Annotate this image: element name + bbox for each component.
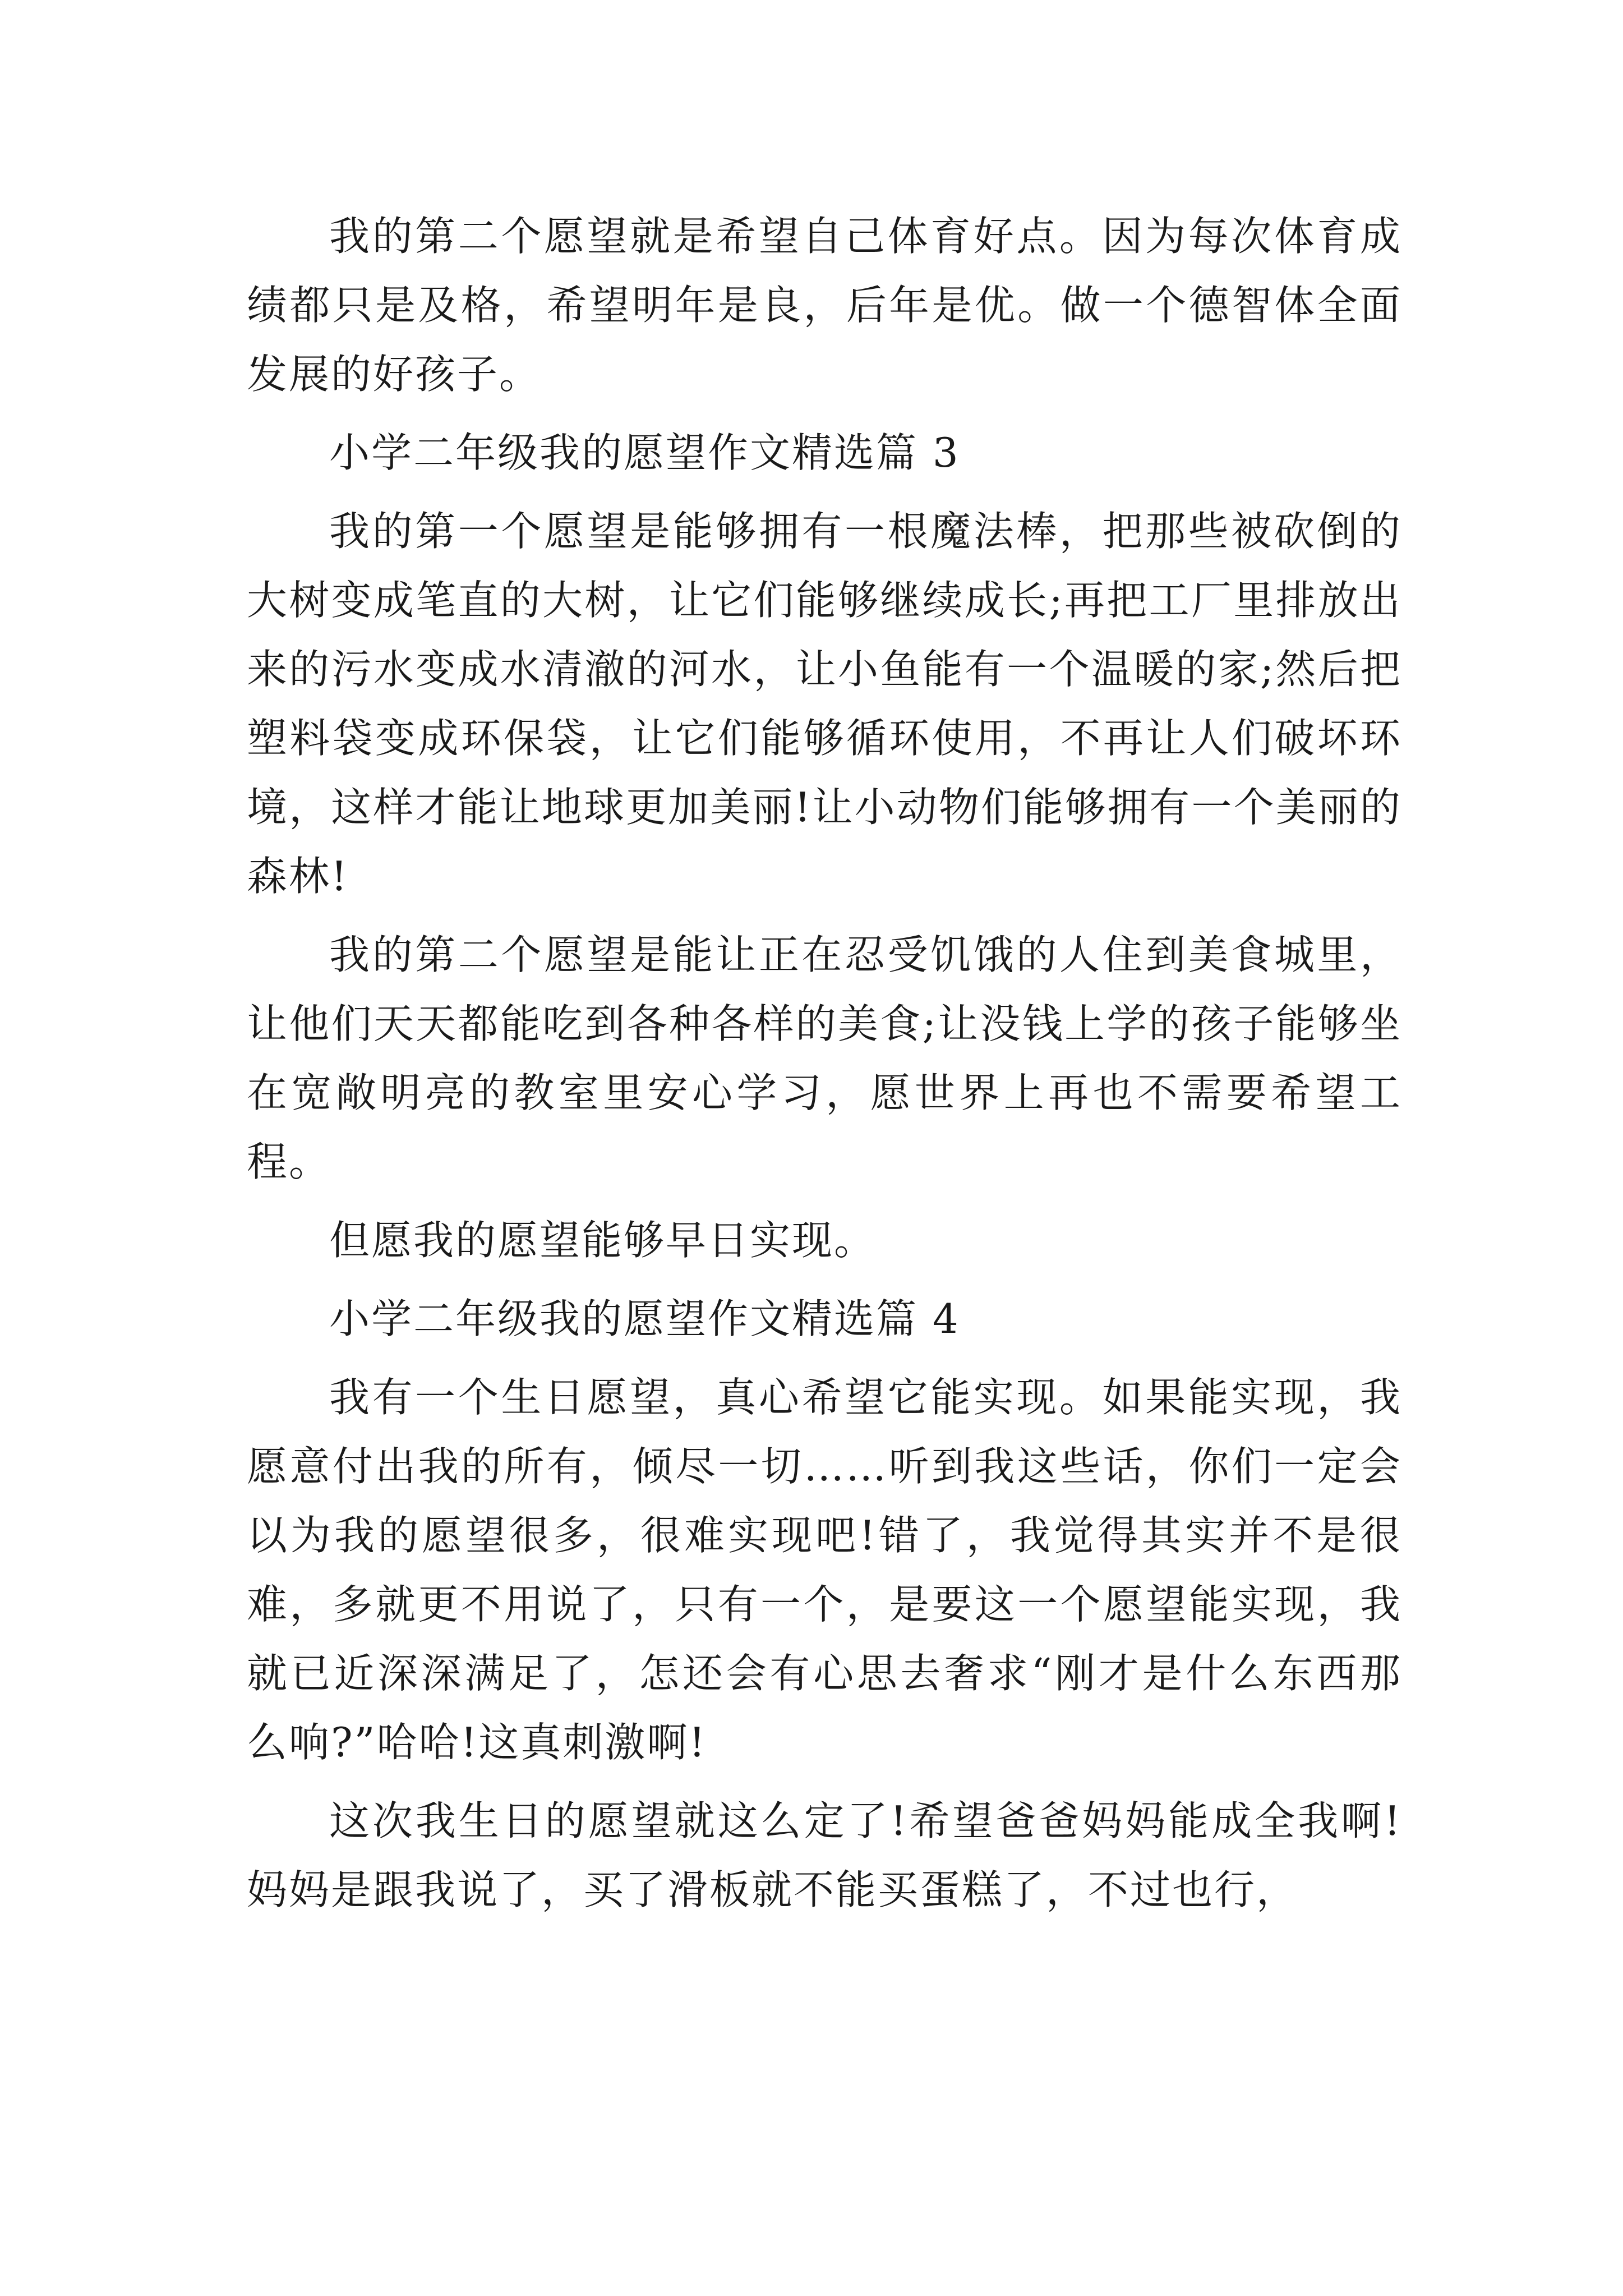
section-heading-4: 小学二年级我的愿望作文精选篇 4 xyxy=(329,1295,960,1342)
document-body xyxy=(247,202,1402,1934)
paragraph-wish-one-magic-wand: 我的第一个愿望是能够拥有一根魔法棒，把那些被砍倒的大树变成笔直的大树，让它们能够继续成长;再把工厂里排放出来的污水变成水清澈的河水，让小鱼能有一个温暖的家;然后把塑料袋变成环保袋，让它们能够循环使用，不再让人们破坏环境，这样才能让地球更加美丽!让小动物们能够拥有一个美丽的森林! xyxy=(247,508,1402,900)
section-heading-3: 小学二年级我的愿望作文精选篇 3 xyxy=(329,429,960,476)
paragraph-birthday-decision: 这次我生日的愿望就这么定了!希望爸爸妈妈能成全我啊!妈妈是跟我说了，买了滑板就不能买蛋糕了，不过也行， xyxy=(247,1797,1402,1913)
paragraph-hope-realize: 但愿我的愿望能够早日实现。 xyxy=(329,1217,877,1264)
paragraph-wish-two-food-city: 我的第二个愿望是能让正在忍受饥饿的人住到美食城里，让他们天天都能吃到各种各样的美食;让没钱上学的孩子能够坐在宽敞明亮的教室里安心学习，愿世界上再也不需要希望工程。 xyxy=(247,931,1402,1185)
paragraph-wish-two-sports: 我的第二个愿望就是希望自己体育好点。因为每次体育成绩都只是及格，希望明年是良，后年是优。做一个德智体全面发展的好孩子。 xyxy=(247,213,1402,398)
paragraph-birthday-wish: 我有一个生日愿望，真心希望它能实现。如果能实现，我愿意付出我的所有，倾尽一切……听到我这些话，你们一定会以为我的愿望很多，很难实现吧!错了，我觉得其实并不是很难，多就更不用说了，只有一个，是要这一个愿望能实现，我就已近深深满足了，怎还会有心思去奢求“刚才是什么东西那么响?”哈哈!这真刺激啊! xyxy=(247,1374,1402,1766)
